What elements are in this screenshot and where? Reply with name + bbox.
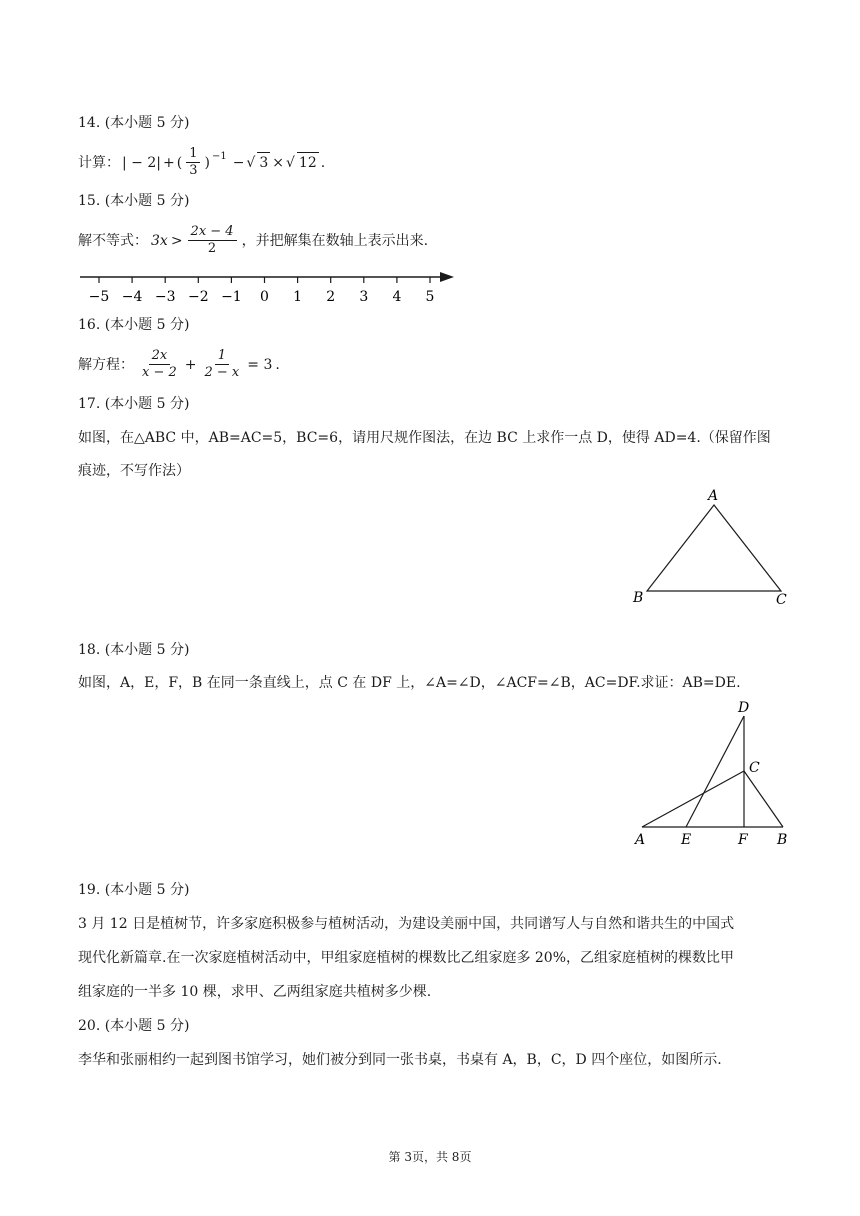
geometry-figure-18 [630, 696, 794, 850]
q14-frac-num: 1 [186, 146, 200, 163]
label-e: E [681, 832, 692, 848]
q16-header: 16. (本小题 5 分) [78, 317, 190, 333]
q15-frac-num: 2x − 4 [188, 224, 237, 241]
q14-header: 14. (本小题 5 分) [78, 115, 190, 131]
segment-de [686, 716, 744, 827]
label-c2: C [749, 760, 760, 776]
q16-end: . [275, 356, 280, 373]
q20-text-line-1: 李华和张丽相约一起到图书馆学习，她们被分到同一张书桌，书桌有 A，B，C，D 四个座位，如图所示. [78, 1052, 722, 1068]
q17-header: 17. (本小题 5 分) [78, 396, 190, 412]
q16-f2-den: 2 − x [204, 365, 240, 380]
triangle-abc-figure [626, 484, 800, 608]
q16-expression [78, 348, 280, 381]
q15-frac-den: 2 [207, 241, 217, 256]
number-line-labels [89, 289, 435, 305]
q14-paren-open: ( [176, 154, 183, 171]
number-line-label: 3 [359, 289, 369, 305]
q18-text-line-1: 如图，A，E，F，B 在同一条直线上，点 C 在 DF 上，∠A=∠D，∠ACF=∠B，AC=DF.求证：AB=DE. [78, 675, 741, 691]
q14-sqrt-symbol-2: √ [286, 154, 295, 171]
label-b: B [633, 590, 644, 606]
q19-text-line-1: 3 月 12 日是植树节，许多家庭积极参与植树活动，为建设美丽中国，共同谱写人与自然和谐共生的中国式 [78, 916, 735, 932]
label-b2: B [777, 832, 788, 848]
q16-f2-num: 1 [215, 348, 229, 365]
q17-text-line-2: 痕迹，不写作法） [78, 463, 190, 479]
q14-times: × [272, 154, 284, 171]
q14-frac-den: 3 [189, 163, 198, 178]
number-line-label: 4 [392, 289, 402, 305]
q16-fraction-2 [202, 348, 243, 381]
q15-header: 15. (本小题 5 分) [78, 193, 190, 209]
q16-plus: + [184, 356, 197, 373]
q14-fraction [186, 146, 200, 179]
number-line-label: −5 [88, 289, 110, 305]
q14-exponent: −1 [211, 150, 227, 162]
q20-header: 20. (本小题 5 分) [78, 1018, 190, 1034]
q14-end: . [320, 154, 326, 171]
number-line-label: −2 [187, 289, 209, 305]
q14-plus: + [162, 154, 175, 171]
number-line-label: −3 [154, 289, 176, 305]
q15-lhs: 3x [151, 232, 168, 249]
q19-text-line-2: 现代化新篇章.在一次家庭植树活动中，甲组家庭植树的棵数比乙组家庭多 20%，乙组家庭植树的棵数比甲 [78, 950, 735, 966]
label-c: C [776, 592, 787, 608]
q16-f1-num: 2x [149, 348, 171, 365]
q15-gt: > [170, 232, 183, 249]
segment-ac [642, 771, 744, 827]
q16-rhs: = 3 [247, 356, 273, 373]
label-a: A [708, 488, 719, 504]
page-footer: 第 3页，共 8页 [388, 1150, 472, 1164]
number-line-label: −1 [221, 289, 242, 305]
number-line [76, 268, 460, 308]
number-line-ticks [99, 277, 430, 283]
q17-text-line-1: 如图，在△ABC 中，AB=AC=5，BC=6，请用尺规作图法，在边 BC 上求作一点 D，使得 AD=4.（保留作图 [78, 430, 771, 446]
number-line-arrow [440, 272, 454, 282]
q14-minus: − [232, 154, 245, 171]
label-a2: A [635, 832, 646, 848]
label-d: D [738, 700, 750, 716]
number-line-label: −4 [121, 289, 143, 305]
q19-header: 19. (本小题 5 分) [78, 882, 190, 898]
number-line-label: 0 [260, 289, 269, 305]
label-f: F [738, 832, 748, 848]
q15-prompt: 解不等式： [78, 232, 148, 249]
number-line-label: 1 [293, 289, 303, 305]
q16-prompt: 解方程： [78, 356, 134, 373]
q15-fraction [188, 224, 237, 257]
q14-prompt: 计算： [78, 154, 120, 171]
q14-sqrt-12: 12 [297, 152, 319, 173]
q14-expression [78, 146, 325, 179]
q14-abs: | − 2| [122, 154, 161, 171]
triangle-abc [647, 505, 781, 591]
q14-sqrt-3: 3 [257, 152, 270, 173]
q15-tail: ，并把解集在数轴上表示出来. [241, 232, 429, 249]
q14-paren-close: ) [204, 154, 210, 171]
q15-expression [78, 224, 428, 257]
q19-text-line-3: 组家庭的一半多 10 棵，求甲、乙两组家庭共植树多少棵. [78, 984, 432, 1000]
number-line-label: 2 [326, 289, 336, 305]
segment-cb [744, 771, 783, 827]
q16-f1-den: x − 2 [142, 365, 177, 380]
number-line-label: 5 [425, 289, 435, 305]
q16-fraction-1 [139, 348, 180, 381]
q14-sqrt-symbol-1: √ [246, 154, 256, 171]
q18-header: 18. (本小题 5 分) [78, 642, 190, 658]
